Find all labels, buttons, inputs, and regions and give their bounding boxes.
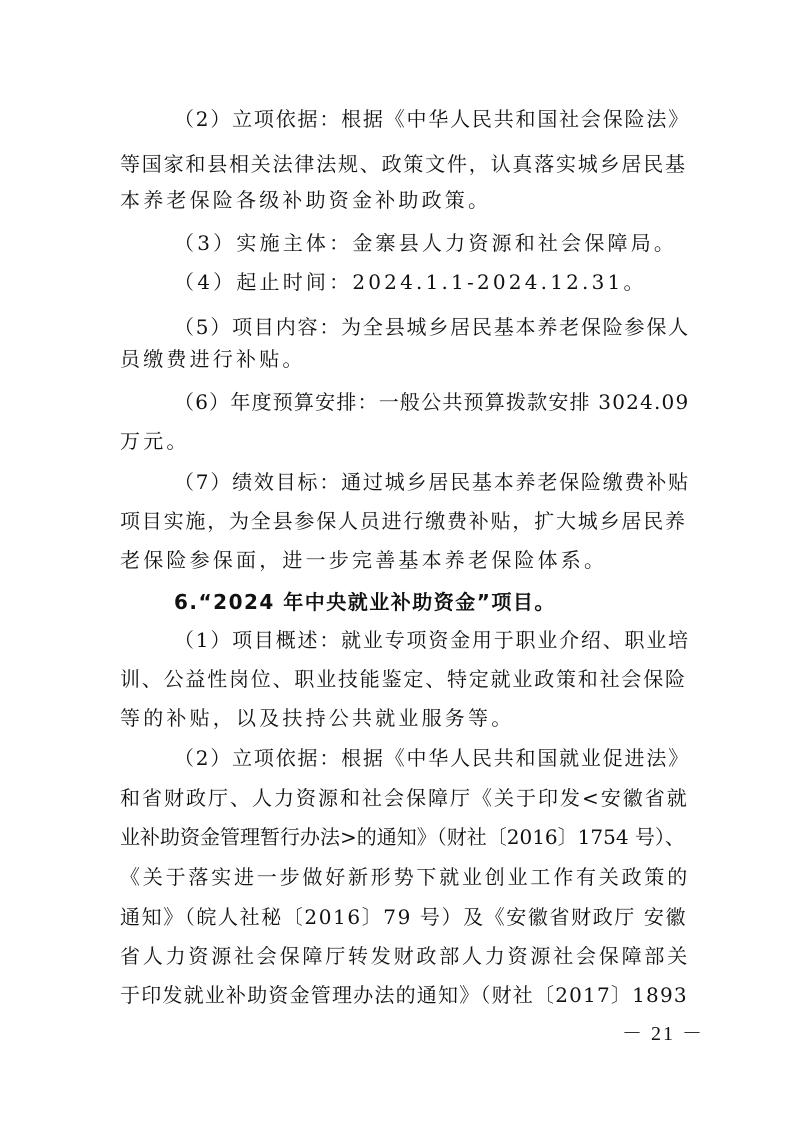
page-number: － 21 － (622, 1023, 704, 1045)
paragraph-line: 省人力资源社会保障厅转发财政部人力资源社会保障部关 (120, 944, 690, 968)
paragraph-line: （2）立项依据：根据《中华人民共和国就业促进法》 (174, 746, 690, 770)
paragraph-line: 于印发就业补助资金管理办法的通知》（财社〔2017〕1893 (120, 983, 688, 1007)
paragraph-line: （7）绩效目标：通过城乡居民基本养老保险缴费补贴 (174, 470, 690, 494)
paragraph-line: 项目实施，为全县参保人员进行缴费补贴，扩大城乡居民养 (120, 509, 687, 533)
paragraph-line: 训、公益性岗位、职业技能鉴定、特定就业政策和社会保险 (120, 667, 687, 691)
paragraph-line: 通知》（皖人社秘〔2016〕79 号）及《安徽省财政厅 安徽 (120, 905, 688, 929)
paragraph-line: 和省财政厅、人力资源和社会保障厅《关于印发<安徽省就 (120, 786, 689, 810)
paragraph-line: 万元。 (120, 429, 190, 453)
paragraph-line: （5）项目内容：为全县城乡居民基本养老保险参保人 (174, 315, 690, 339)
paragraph-line: 等的补贴，以及扶持公共就业服务等。 (120, 706, 515, 730)
paragraph-line: （4）起止时间：2024.1.1-2024.12.31。 (174, 270, 647, 294)
paragraph-line: 业补助资金管理暂行办法>的通知》（财社〔2016〕1754 号）、 (120, 825, 685, 849)
paragraph-line: （2）立项依据：根据《中华人民共和国社会保险法》 (174, 107, 690, 131)
section-heading: 6.“2024 年中央就业补助资金”项目。 (174, 590, 556, 614)
paragraph-line: 老保险参保面，进一步完善基本养老保险体系。 (120, 548, 608, 572)
paragraph-line: 本养老保险各级补助资金补助政策。 (120, 188, 492, 212)
paragraph-line: （3）实施主体：金寨县人力资源和社会保障局。 (174, 231, 678, 255)
paragraph-line: 《关于落实进一步做好新形势下就业创业工作有关政策的 (120, 865, 690, 889)
paragraph-line: 员缴费进行补贴。 (120, 347, 306, 371)
paragraph-line: （6）年度预算安排：一般公共预算拨款安排 3024.09 (174, 390, 690, 414)
paragraph-line: （1）项目概述：就业专项资金用于职业介绍、职业培 (174, 628, 690, 652)
paragraph-line: 等国家和县相关法律法规、政策文件，认真落实城乡居民基 (120, 152, 687, 176)
